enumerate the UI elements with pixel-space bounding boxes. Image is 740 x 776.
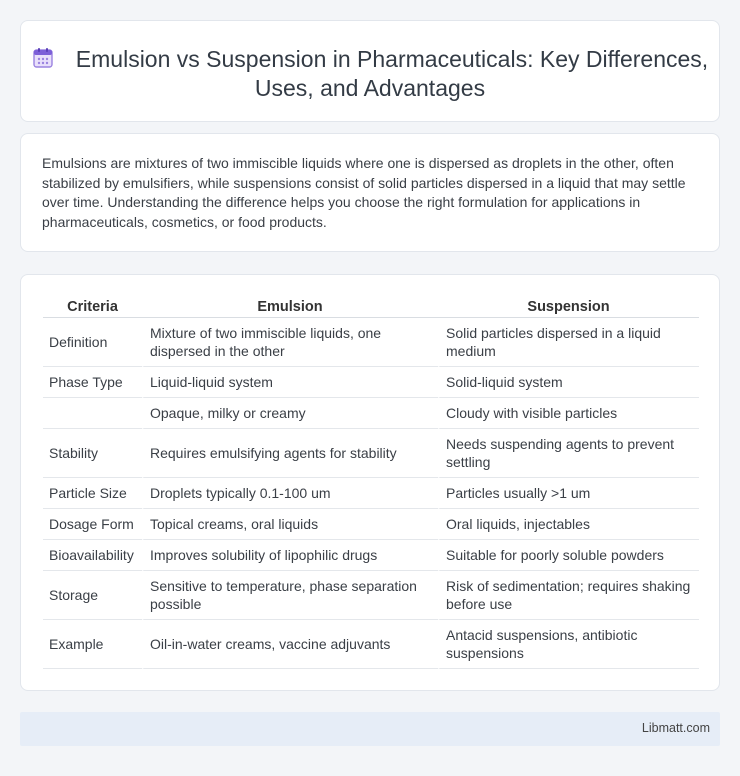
footer-bar [20,712,720,746]
table-row [43,367,699,398]
row-emulsion: Liquid-liquid system [142,367,438,398]
row-emulsion: Topical creams, oral liquids [142,509,438,540]
table-row [43,398,699,429]
table-row [43,429,699,478]
table-row [43,620,699,669]
table-row [43,478,699,509]
header-criteria: Criteria [43,297,142,318]
row-suspension: Solid-liquid system [438,367,699,398]
table-row [43,509,699,540]
row-criteria: Example [43,620,142,669]
row-suspension: Antacid suspensions, antibiotic suspensions [438,620,699,669]
page-title-wrap [21,45,719,103]
row-criteria: Bioavailability [43,540,142,571]
row-suspension: Suitable for poorly soluble powders [438,540,699,571]
row-criteria: Dosage Form [43,509,142,540]
row-suspension: Oral liquids, injectables [438,509,699,540]
row-criteria: Stability [43,429,142,478]
row-criteria: Particle Size [43,478,142,509]
comparison-table [43,297,699,669]
row-criteria [43,398,142,429]
intro-paragraph: Emulsions are mixtures of two immiscible liquids where one is dispersed as droplets in the other, often stabilized by emulsifiers, while suspensions consist of solid particles dispersed in a liquid that may settle over time. Understanding the difference helps you choose the right formulation for applications in pharmaceuticals, cosmetics, or food products. [42,155,686,230]
row-criteria: Definition [43,318,142,367]
row-emulsion: Sensitive to temperature, phase separation possible [142,571,438,620]
comparison-card [20,274,720,691]
intro-card [20,133,720,252]
row-emulsion: Requires emulsifying agents for stability [142,429,438,478]
row-emulsion: Improves solubility of lipophilic drugs [142,540,438,571]
row-suspension: Particles usually >1 um [438,478,699,509]
page-title: Emulsion vs Suspension in Pharmaceuticals: Key Differences, Uses, and Advantages [75,46,709,101]
row-suspension: Cloudy with visible particles [438,398,699,429]
row-suspension: Needs suspending agents to prevent settling [438,429,699,478]
row-emulsion: Mixture of two immiscible liquids, one dispersed in the other [142,318,438,367]
row-emulsion: Oil-in-water creams, vaccine adjuvants [142,620,438,669]
footer-brand-link[interactable]: Libmatt.com [641,721,710,735]
table-row [43,571,699,620]
row-suspension: Risk of sedimentation; requires shaking before use [438,571,699,620]
table-header-row [43,297,699,318]
calendar-icon [32,47,54,69]
row-emulsion: Opaque, milky or creamy [142,398,438,429]
row-criteria: Storage [43,571,142,620]
title-card [20,20,720,122]
row-suspension: Solid particles dispersed in a liquid medium [438,318,699,367]
header-suspension: Suspension [438,297,699,318]
table-row [43,318,699,367]
row-emulsion: Droplets typically 0.1-100 um [142,478,438,509]
header-emulsion: Emulsion [142,297,438,318]
table-row [43,540,699,571]
row-criteria: Phase Type [43,367,142,398]
